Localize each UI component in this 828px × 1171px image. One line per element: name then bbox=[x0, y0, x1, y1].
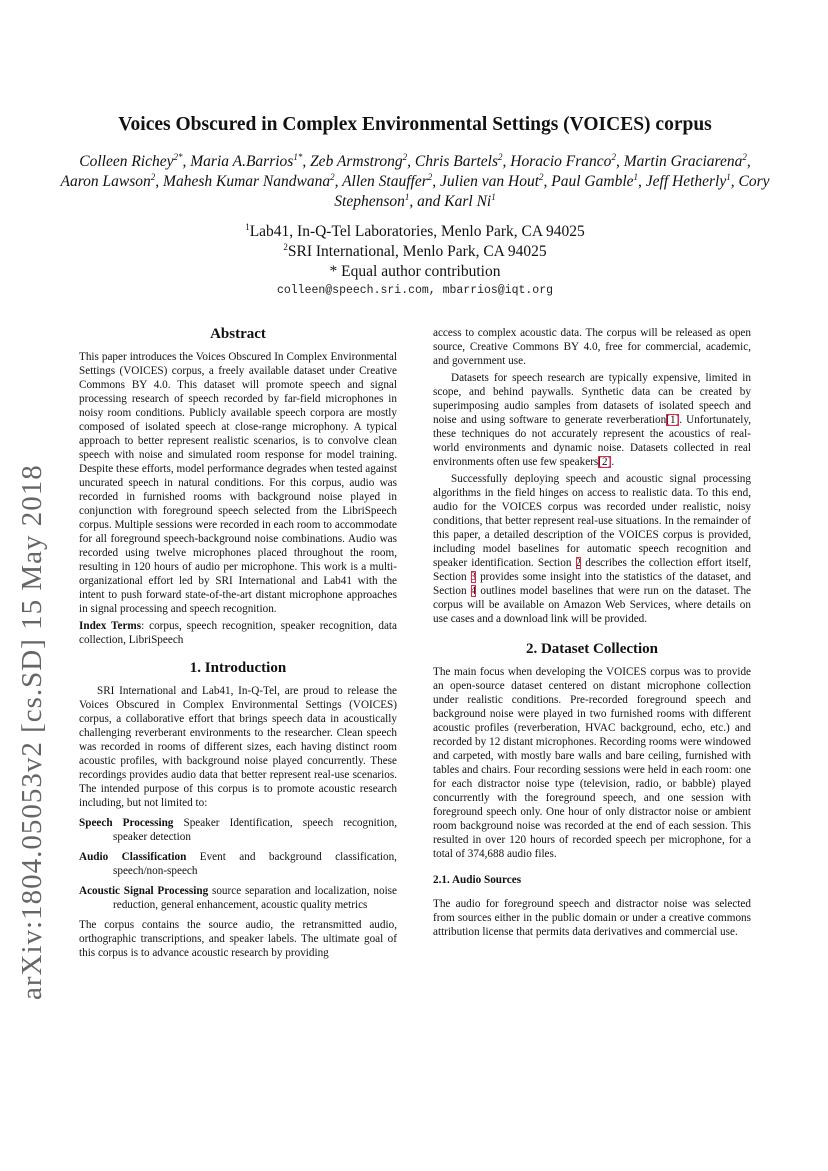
author-affiliation-mark: 2 bbox=[539, 171, 544, 182]
research-area-speech: Speech Processing Speaker Identification, speech recognition, speaker detection bbox=[79, 817, 397, 843]
author-name: Aaron Lawson$^2$ bbox=[60, 171, 156, 190]
citation-link-2[interactable]: [2] bbox=[598, 456, 612, 468]
author-affiliation-mark: 1 bbox=[404, 191, 410, 202]
abstract-heading: Abstract bbox=[210, 326, 266, 342]
author-name: Martin Graciarena$^2$ bbox=[623, 151, 747, 170]
index-terms: Index Terms: corpus, speech recognition, speaker recognition, data collection, LibriSpeech bbox=[79, 620, 397, 646]
author-affiliation-mark: 1 bbox=[726, 171, 731, 182]
research-area-audio: Audio Classification Event and background classification, speech/non-speech bbox=[79, 851, 397, 877]
author-affiliation-mark: 2 bbox=[402, 151, 408, 162]
intro-paragraph-3: access to complex acoustic data. The corpus will be released as open source, Creative Commons BY 4.0, free for commercial, academic, and government use. bbox=[433, 327, 751, 367]
paper-title: Voices Obscured in Complex Environmental Settings (VOICES) corpus bbox=[118, 114, 712, 135]
intro-paragraph-2: The corpus contains the source audio, the retransmitted audio, orthographic transcriptions, and speaker labels. The ultimate goal of this corpus is to advance acoustic research by providing bbox=[79, 919, 397, 959]
author-affiliation-mark: 2 bbox=[742, 151, 747, 162]
author-name: Maria A.Barrios$^{1*}$ bbox=[190, 151, 303, 170]
intro-paragraph-1: SRI International and Lab41, In-Q-Tel, are proud to release the Voices Obscured in Complex Environmental Settings (VOICES) corpus, a collaborative effort that brings speech data in acoustically challenging reverberant environments to the researcher. Clean speech was recorded in rooms of different sizes, each having distinct room acoustic profiles, with background noise played concurrently. These recordings provides audio data that better represent real-use scenarios. The intended purpose of this corpus is to promote acoustic research including, but not limited to: bbox=[79, 685, 397, 809]
author-name: Chris Bartels$^2$ bbox=[414, 151, 503, 170]
author-name: Paul Gamble$^1$ bbox=[551, 171, 639, 190]
introduction-heading: 1. Introduction bbox=[189, 660, 287, 676]
author-affiliation-mark: 2 bbox=[611, 151, 616, 162]
author-affiliation-mark: 1 bbox=[633, 171, 639, 182]
intro-paragraph-5: Successfully deploying speech and acoustic signal processing algorithms in the field hinges on access to realistic data. To this end, audio for the VOICES corpus was recorded under realistic, noisy conditions, that better represent real-use situations. In the remainder of this paper, a detailed description of the VOICES corpus is provided, including model baselines for automatic speech recognition and speaker identification. Section 2 describes the collection effort itself, Section 3 provides some insight into the statistics of the dataset, and Section 4 outlines model baselines that were run on the dataset. The corpus will be available on Amazon Web Services, where details on use cases and a download link will be provided. bbox=[433, 473, 751, 625]
citation-link-1[interactable]: [1] bbox=[666, 414, 680, 426]
intro-paragraph-4: Datasets for speech research are typically expensive, limited in scope, and behind paywalls. Synthetic data can be created by superimposing audio samples from datasets of isolated speech and noise and using software to generate reverberation[1]. Unfortunately, these techniques do not accurately represent the acoustics of real-world environments and dynamic noise. Datasets collected in real environments often use few speakers[2]. bbox=[433, 372, 752, 468]
section-link-2[interactable]: 2 bbox=[575, 557, 582, 569]
dataset-paragraph-2: The audio for foreground speech and distractor noise was selected from sources either in the public domain or under a creative commons attribution license that permits data derivatives and commercial use. bbox=[433, 898, 751, 938]
author-affiliation-mark: 1* bbox=[293, 151, 303, 162]
left-column bbox=[79, 322, 397, 963]
author-affiliation-mark: 2 bbox=[498, 151, 503, 162]
right-column bbox=[433, 326, 751, 942]
author-name: Allen Stauffer$^2$ bbox=[342, 171, 433, 190]
section-link-4[interactable]: 4 bbox=[470, 585, 477, 597]
author-name: Jeff Hetherly$^1$ bbox=[645, 171, 731, 190]
audio-sources-heading: 2.1. Audio Sources bbox=[433, 874, 522, 886]
author-affiliation-mark: 1 bbox=[491, 191, 496, 202]
author-affiliation-mark: 2 bbox=[330, 171, 335, 182]
author-name: Mahesh Kumar Nandwana$^2$ bbox=[163, 171, 335, 190]
author-affiliation-mark: 2 bbox=[427, 171, 433, 182]
arxiv-side-stamp: arXiv:1804.05053v2 [cs.SD] 15 May 2018 bbox=[16, 464, 48, 1000]
contact-emails: colleen@speech.sri.com, mbarrios@iqt.org bbox=[276, 284, 554, 297]
author-name: Karl Ni$^1$ bbox=[444, 191, 496, 210]
author-name: Cory Stephenson$^1$ bbox=[334, 173, 770, 210]
affiliation-1: $^1$Lab41, In-Q-Tel Laboratories, Menlo Park, CA 94025 bbox=[245, 221, 585, 240]
author-affiliation-mark: 2 bbox=[150, 171, 156, 182]
dataset-paragraph-1: The main focus when developing the VOICES corpus was to provide an open-source dataset centered on distant microphone collection under realistic conditions. Pre-recorded foreground speech and background noise were played in two furnished rooms with different acoustic profiles (reverberation, HVAC background, echo, etc.) and recorded by 12 distant microphones. Recording rooms were windowed and carpeted, with mostly bare walls and bare ceiling, furnished with tables and chairs. Four recording sessions were held in each room: one for each distractor noise type (television, radio, or babble) played concurrently with the foreground speech, and one session with foreground speech only. One hour of only distractor noise or ambient room background noise was recorded at the end of each session. This resulted in over 120 hours of recorded speech per microphone, for a total of 374,688 audio files. bbox=[433, 666, 751, 860]
affiliation-2: $^2$SRI International, Menlo Park, CA 94025 bbox=[283, 241, 547, 260]
abstract-text: This paper introduces the Voices Obscured In Complex Environmental Settings (VOICES) corpus, a freely available dataset under Creative Commons BY 4.0. This dataset will promote speech and signal processing research of speech recorded by far-field microphones in noisy room conditions. Publicly available speech corpora are mostly composed of isolated speech at close-range microphony. A typical approach to better represent realistic scenarios, is to convolve clean speech with noise and simulated room response for model training. Despite these efforts, model performance degrades when tested against uncurated speech in natural conditions. For this corpus, audio was recorded in furnished rooms with background noise played in conjunction with foreground speech selected from the LibriSpeech corpus. Multiple sessions were recorded in each room to accommodate for all foreground speech-background noise combinations. Audio was recorded using twelve microphones placed throughout the room, resulting in 120 hours of audio per microphone. This work is a multi-organizational effort led by SRI International and Lab41 with the intent to push forward state-of-the-art distant microphone approaches in signal processing and speech recognition. bbox=[79, 351, 397, 615]
dataset-collection-heading: 2. Dataset Collection bbox=[525, 641, 659, 657]
author-name: Zeb Armstrong$^2$ bbox=[310, 151, 408, 170]
affiliations bbox=[100, 222, 730, 282]
author-name: Horacio Franco$^2$ bbox=[510, 151, 616, 170]
section-link-3[interactable]: 3 bbox=[470, 571, 477, 583]
author-affiliation-mark: 2* bbox=[173, 151, 183, 162]
research-area-acoustic: Acoustic Signal Processing source separation and localization, noise reduction, general enhancement, acoustic quality metrics bbox=[79, 885, 398, 911]
equal-contribution-note: * Equal author contribution bbox=[329, 263, 501, 280]
author-list: Colleen Richey$^{2*}$, Maria A.Barrios$^{1*}$, Zeb Armstrong$^2$, Chris Bartels$^2$, Horacio Franco$^2$, Martin Graciarena$^2$, Aaron Lawson$^2$, Mahesh Kumar Nandwana$^2$, Allen Stauffer$^2$, Julien van Hout$^2$, Paul Gamble$^1$, Jeff Hetherly$^1$, Cory Stephenson$^1$, and Karl Ni$^1$ bbox=[60, 151, 770, 210]
author-name: Colleen Richey$^{2*}$ bbox=[79, 151, 183, 170]
author-name: Julien van Hout$^2$ bbox=[440, 171, 544, 190]
